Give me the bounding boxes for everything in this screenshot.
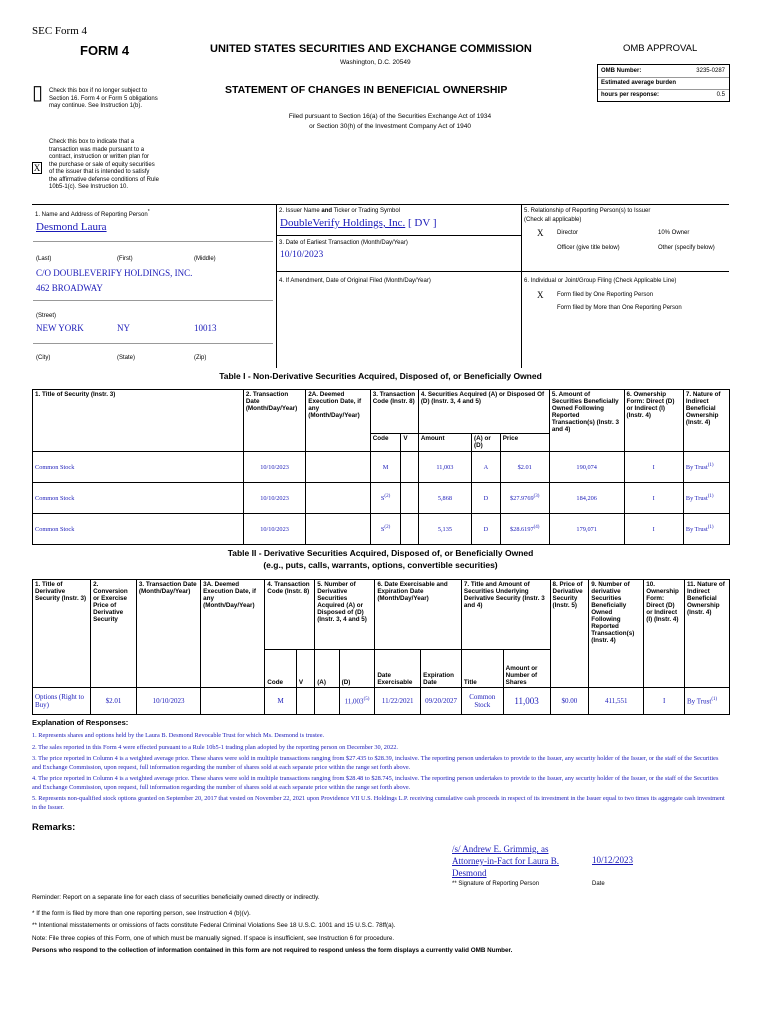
more-persons-label: Form filed by More than One Reporting Person [557, 305, 682, 311]
t2-h-nature: 11. Nature of Indirect Beneficial Ownership (Instr. 4) [685, 580, 730, 688]
t1-h-v: V [401, 434, 418, 452]
t1-h-owned: 5. Amount of Securities Beneficially Owned Following Reported Transaction(s) (Instr. 3 and 4) [549, 390, 624, 452]
d-row-nature: By Trust$^{(1)}$ [685, 688, 730, 715]
t2-h-v: V [296, 650, 314, 688]
t1-h-code-sub: Code [370, 434, 401, 452]
signature-date: 10/12/2023 [592, 855, 634, 865]
row-title: Common Stock [33, 514, 244, 545]
issuer[interactable] [280, 217, 437, 229]
officer-label: Officer (give title below) [557, 245, 620, 251]
row-form: I [624, 452, 683, 483]
d-row-date: 10/10/2023 [136, 688, 200, 715]
sec-form-label: SEC Form 4 [32, 25, 88, 37]
date-label: Date [592, 881, 605, 887]
d-row-conversion: $2.01 [91, 688, 137, 715]
box5-label-1: 5. Relationship of Reporting Person(s) to Issuer [524, 208, 651, 214]
t1-h-nature: 7. Nature of Indirect Beneficial Ownership (Instr. 4) [683, 390, 729, 452]
t2-h-form: 10. Ownership Form: Direct (D) or Indirect (I) (Instr. 4) [644, 580, 685, 688]
form-title: FORM 4 [80, 43, 130, 58]
row-code: $S^{(2)}$ [370, 514, 401, 545]
city-label: (City) [36, 355, 51, 361]
row-amount: 5,868 [418, 483, 471, 514]
box6-label: 6. Individual or Joint/Group Filing (Check Applicable Line) [524, 278, 677, 284]
explanation-title: Explanation of Responses: [32, 718, 129, 727]
checkbox-not-subject[interactable]: ▯ [32, 82, 44, 104]
row-price: $28.6197$^{(4)}$ [500, 514, 549, 545]
row-date: 10/10/2023 [243, 514, 305, 545]
explanation-notes [32, 732, 729, 812]
footer-line-3: Note: File three copies of this Form, one of which must be manually signed. If space is insufficient, see Instruction 6 for procedure. [32, 935, 395, 942]
row-form: I [624, 514, 683, 545]
row-code: M [370, 452, 401, 483]
first-label: (First) [117, 256, 133, 262]
box5-label-2: (Check all applicable) [524, 217, 582, 223]
row-date: 10/10/2023 [243, 483, 305, 514]
t1-h-date: 2. Transaction Date (Month/Day/Year) [243, 390, 305, 452]
t2-h-number: 5. Number of Derivative Securities Acquired (A) or Disposed of (D) (Instr. 3, 4 and 5) [315, 580, 375, 650]
state-label: (State) [117, 355, 136, 361]
t1-h-code: 3. Transaction Code (Instr. 8) [370, 390, 418, 434]
commission-title: UNITED STATES SECURITIES AND EXCHANGE COMMISSION [210, 43, 532, 55]
d-row-title: Options (Right to Buy) [33, 688, 91, 715]
other-label: Other (specify below) [658, 245, 715, 251]
d-row-code: M [265, 688, 297, 715]
t2-h-conversion: 2. Conversion or Exercise Price of Derivative Security [91, 580, 137, 688]
reminder: Reminder: Report on a separate line for each class of securities beneficially owned directly or indirectly. [32, 894, 320, 901]
table-row [33, 452, 730, 483]
issuer-name[interactable]: DoubleVerify Holdings, Inc. [280, 217, 406, 229]
d-row-price: $0.00 [550, 688, 589, 715]
t1-h-deemed: 2A. Deemed Execution Date, if any (Month/Day/Year) [306, 390, 370, 452]
t2-h-und-title: Title [461, 650, 503, 688]
row-ad: A [472, 452, 501, 483]
reporting-person-name[interactable]: Desmond Laura [36, 221, 107, 233]
t2-h-deemed: 3A. Deemed Execution Date, if any (Month/Day/Year) [201, 580, 265, 688]
omb-number: 3235-0287 [696, 68, 725, 74]
row-nature: By Trust$^{(1)}$ [683, 514, 729, 545]
omb-number-label: OMB Number: [601, 68, 642, 74]
d-row-disposed: 11,003$^{(5)}$ [339, 688, 375, 715]
state-value: NY [117, 323, 130, 333]
row-form: I [624, 483, 683, 514]
hours: 0.5 [716, 92, 725, 98]
t1-h-form: 6. Ownership Form: Direct (D) or Indirect (I) (Instr. 4) [624, 390, 683, 452]
city-value: NEW YORK [36, 323, 84, 333]
row-nature: By Trust$^{(1)}$ [683, 452, 729, 483]
footer-line-2: ** Intentional misstatements or omissions of facts constitute Federal Criminal Violations See 18 U.S.C. 1001 and 15 U.S.C. 78ff(a). [32, 922, 396, 929]
table2-title-2: (e.g., puts, calls, warrants, options, convertible securities) [263, 560, 498, 570]
row-nature: By Trust$^{(1)}$ [683, 483, 729, 514]
remarks-title: Remarks: [32, 822, 76, 833]
table2 [32, 579, 730, 715]
footnote: 1. Represents shares and options held by the Laura B. Desmond Revocable Trust for which Ms. Desmond is trustee. [32, 732, 325, 739]
d-row-owned: 411,551 [589, 688, 644, 715]
burden-label: Estimated average burden [601, 80, 677, 86]
table1-title: Table I - Non-Derivative Securities Acquired, Disposed of, or Beneficially Owned [219, 371, 542, 381]
row-ad: D [472, 514, 501, 545]
omb-approval: OMB APPROVAL [623, 43, 698, 54]
footnote: 4. The price reported in Column 4 is a weighted average price. These shares were sold in multiple transactions ranging from $28.48 to $28.745, inclusive. The reporting person undertakes to provide to the Issuer, any security holder of the Issuer, or the staff of the Securities and Exchange Commission, upon request, full information regarding the number of shares sold at each separate price within the range set forth above. [32, 775, 719, 791]
footer-line-1: * If the form is filed by more than one reporting person, see Instruction 4 (b)(v). [32, 910, 251, 917]
box2-label: 2. Issuer Name and Ticker or Trading Symbol [279, 208, 401, 214]
t2-h-underlying: 7. Title and Amount of Securities Underlying Derivative Security (Instr. 3 and 4) [461, 580, 550, 650]
t2-h-owned: 9. Number of derivative Securities Beneficially Owned Following Reported Transaction(s) (Instr. 4) [589, 580, 644, 688]
row-code: $S^{(2)}$ [370, 483, 401, 514]
director-label: Director [557, 230, 579, 236]
last-label: (Last) [36, 256, 52, 262]
t2-h-date-ex: Date Exercisable [375, 650, 421, 688]
row-price: $2.01 [500, 452, 549, 483]
table2-title-1: Table II - Derivative Securities Acquired, Disposed of, or Beneficially Owned [227, 548, 534, 558]
zip-label: (Zip) [194, 355, 207, 361]
street-label: (Street) [36, 313, 57, 319]
ticker-symbol: [ DV ] [408, 217, 437, 229]
t2-h-title: 1. Title of Derivative Security (Instr. 3) [33, 580, 91, 688]
row-price: $27.9769$^{(3)}$ [500, 483, 549, 514]
t1-h-amount: Amount [418, 434, 471, 452]
signature-name[interactable]: /s/ Andrew E. Grimmig, as Attorney-in-Fact for Laura B. Desmond [452, 844, 559, 878]
table-row [33, 688, 730, 715]
address-line-2: 462 BROADWAY [36, 283, 103, 293]
one-person-label: Form filed by One Reporting Person [557, 292, 654, 298]
earliest-transaction-date: 10/10/2023 [280, 250, 324, 260]
filed-pursuant-2: or Section 30(h) of the Investment Company Act of 1940 [309, 123, 471, 130]
row-ad: D [472, 483, 501, 514]
t2-h-price: 8. Price of Derivative Security (Instr. 5) [550, 580, 589, 688]
t2-h-exercisable: 6. Date Exercisable and Expiration Date (Month/Day/Year) [375, 580, 462, 650]
row-owned: 190,074 [549, 452, 624, 483]
row-title: Common Stock [33, 483, 244, 514]
table-row [33, 514, 730, 545]
table1 [32, 389, 730, 545]
row-owned: 179,071 [549, 514, 624, 545]
footnote: 2. The sales reported in this Form 4 were effected pursuant to a Rule 10b5-1 trading plan adopted by the reporting person on December 30, 2022. [32, 743, 398, 751]
box3-label: 3. Date of Earliest Transaction (Month/Day/Year) [279, 240, 408, 246]
t2-h-a: (A) [315, 650, 339, 688]
box4-label: 4. If Amendment, Date of Original Filed (Month/Day/Year) [279, 278, 431, 284]
d-row-exp: 09/20/2027 [421, 688, 462, 715]
t2-h-und-amount: Amount or Number of Shares [503, 650, 550, 688]
statement-title: STATEMENT OF CHANGES IN BENEFICIAL OWNERSHIP [225, 84, 508, 96]
t2-h-date: 3. Transaction Date (Month/Day/Year) [136, 580, 200, 688]
table-row [33, 483, 730, 514]
footnote: 5. Represents non-qualified stock options granted on September 20, 2017 that vested on November 22, 2021 upon Providence VII U.S. Holdings L.P. receiving cumulative cash proceeds in respect of its investment in the Issuer equal to two times its aggregate cash investment in the Issuer. [32, 795, 725, 811]
row-date: 10/10/2023 [243, 452, 305, 483]
t1-h-title: 1. Title of Security (Instr. 3) [33, 390, 244, 452]
one-person-check[interactable]: X [537, 290, 544, 300]
t2-h-code: 4. Transaction Code (Instr. 8) [265, 580, 315, 650]
row-amount: 5,135 [418, 514, 471, 545]
t1-h-ad: (A) or (D) [472, 434, 501, 452]
t1-h-price: Price [500, 434, 549, 452]
t2-h-exp: Expiration Date [421, 650, 462, 688]
t2-h-code-sub: Code [265, 650, 297, 688]
footnote: 3. The price reported in Column 4 is a weighted average price. These shares were sold in multiple transactions ranging from $27.435 to $28.39, inclusive. The reporting person undertakes to provide to the Issuer, any security holder of the Issuer, or the staff of the Securities and Exchange Commission, upon request, full information regarding the number of shares sold at each separate price within the range set forth above. [32, 755, 719, 771]
checkbox-not-subject-text: Check this box if no longer subject to Section 16. Form 4 or Form 5 obligations may continue. See Instruction 1(b). [49, 88, 158, 109]
box1-label: 1. Name and Address of Reporting Person* [35, 209, 150, 218]
middle-label: (Middle) [194, 256, 216, 262]
checkbox-10b5-1-text: Check this box to indicate that a transaction was made pursuant to a contract, instruction or written plan for the purchase or sale of equity securities of the issuer that is intended to satisfy the affirmative defense conditions of Rule 10b5-1(c). See Instruction 10. [49, 139, 159, 190]
filed-pursuant-1: Filed pursuant to Section 16(a) of the Securities Exchange Act of 1934 [288, 113, 492, 120]
ten-pct-owner-label: 10% Owner [658, 230, 690, 236]
director-check[interactable]: X [537, 228, 544, 238]
footer-line-4: Persons who respond to the collection of information contained in this form are not required to respond unless the form displays a currently valid OMB Number. [32, 947, 513, 954]
hours-label: hours per response: [601, 92, 660, 98]
zip-value: 10013 [194, 323, 217, 333]
t2-h-d: (D) [339, 650, 375, 688]
checkbox-10b5-1[interactable]: X [33, 163, 41, 173]
d-row-und-amount: 11,003 [503, 688, 550, 715]
row-owned: 184,206 [549, 483, 624, 514]
omb-box [597, 64, 730, 102]
address-line-1: C/O DOUBLEVERIFY HOLDINGS, INC. [36, 268, 193, 278]
location: Washington, D.C. 20549 [340, 59, 411, 66]
t1-h-acquired: 4. Securities Acquired (A) or Disposed Of (D) (Instr. 3, 4 and 5) [418, 390, 549, 434]
d-row-form: I [644, 688, 685, 715]
d-row-date-ex: 11/22/2021 [375, 688, 421, 715]
row-amount: 11,003 [418, 452, 471, 483]
signature-label: ** Signature of Reporting Person [452, 881, 540, 887]
row-title: Common Stock [33, 452, 244, 483]
d-row-und-title: Common Stock [461, 688, 503, 715]
